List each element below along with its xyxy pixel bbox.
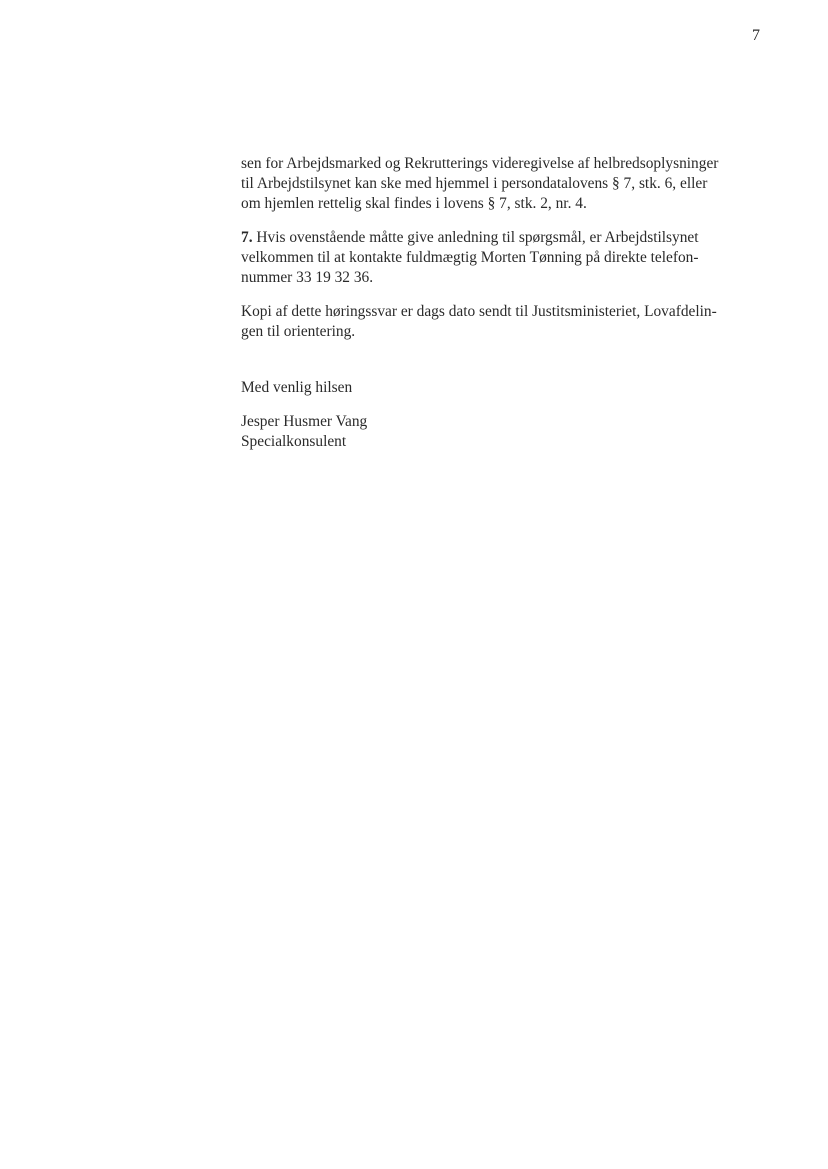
- text-line: til Arbejdstilsynet kan ske med hjemmel i persondatalovens § 7, stk. 6, eller: [241, 175, 708, 192]
- text-line: Hvis ovenstående måtte give anledning til spørgsmål, er Arbejdstilsynet: [252, 229, 699, 246]
- signature-block: [241, 412, 781, 452]
- closing-greeting: Med venlig hilsen: [241, 379, 353, 396]
- text-line: gen til orientering.: [241, 323, 356, 340]
- paragraph-copy-note: [241, 302, 781, 342]
- text-line: nummer 33 19 32 36.: [241, 269, 374, 286]
- paragraph-continuation: [241, 154, 781, 214]
- text-line: Kopi af dette høringssvar er dags dato sendt til Justitsministeriet, Lovafdelin-: [241, 303, 717, 320]
- text-line: velkommen til at kontakte fuldmægtig Morten Tønning på direkte telefon-: [241, 249, 699, 266]
- text-line: om hjemlen rettelig skal findes i lovens § 7, stk. 2, nr. 4.: [241, 195, 587, 212]
- paragraph-item-7: [241, 228, 781, 288]
- signatory-name: Jesper Husmer Vang: [241, 413, 368, 430]
- page-number: 7: [752, 27, 760, 44]
- letter-body: [241, 154, 781, 452]
- paragraph-number: 7.: [241, 229, 253, 246]
- signatory-title: Specialkonsulent: [241, 433, 347, 450]
- text-line: sen for Arbejdsmarked og Rekrutterings videregivelse af helbredsoplysninger: [241, 155, 719, 172]
